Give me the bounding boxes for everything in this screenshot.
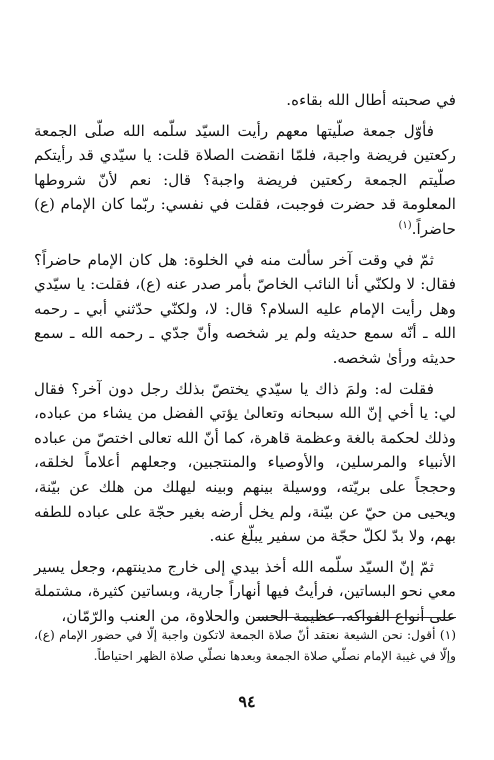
paragraph-imam-presence: ثمّ في وقت آخر سألت منه في الخلوة: هل كان الإمام حاضراً؟ فقال: لا ولكنّي أنا النائب الخاصّ بأمر صدر عنه (ع)، فقلت: يا سيّدي وهل رأيت الإمام عليه السلام؟ قال: لا، ولكنّي حدّثني أبي ـ رحمه الله ـ أنّه سمع حديثه ولم ير شخصه وأنّ جدّي ـ رحمه الله ـ سمع حديثه ورأىٰ شخصه. — [34, 250, 456, 367]
paragraph-gardens: ثمّ إنّ السيّد سلّمه الله أخذ بيدي إلى خارج مدينتهم، وجعل يسير معي نحو البساتين، فرأيتُ فيها أنهاراً جارية، وبساتين كثيرة، مشتملة على أنواع الفواكه، عظيمة الحسن والحلاوة، من العنب والرّمّان، — [34, 557, 456, 625]
footnote-separator — [256, 617, 456, 618]
main-text — [34, 88, 456, 628]
footnote-text: (١) أقول: نحن الشيعة نعتقد أنّ صلاة الجمعة لاتكون واجبة إلّا في حضور الإمام (ع)، وإلّا في غيبة الإمام نصلّي صلاة الجمعة وبعدها نصلّي صلاة الظهر احتياطاً. — [34, 628, 456, 663]
footnote — [34, 625, 456, 667]
paragraph-special-grace: فقلت له: ولمَ ذاك يا سيّدي يختصّ بذلك رجل دون آخر؟ فقال لي: يا أخي إنّ الله سبحانه وتعالىٰ يؤتي الفضل من يشاء من عباده، وذلك لحكمة بالغة وعظمة قاهرة، كما أنّ الله تعالى اختصّ من عباده الأنبياء والمرسلين، والأوصياء والمنتجبين، وجعلهم أعلاماً لخلقه، وحججاً على بريّته، ووسيلة بينهم وبينه ليهلك من هلك عن بيّنة، ويحيى من حيّ عن بيّنة، ولم يخل أرضه بغير حجّة على عباده للطفه بهم، ولا بدّ لكلّ حجّة من سفير يبلّغ عنه. — [34, 379, 456, 546]
paragraph-friday-prayer — [34, 119, 456, 242]
page-number: ٩٤ — [238, 692, 256, 711]
paragraph-friday-prayer-text: فأوّل جمعة صلّيتها معهم رأيت السيّد سلّمه الله صلّى الجمعة ركعتين فريضة واجبة، فلمّا انقضت الصلاة قلت: يا سيّدي قد رأيتكم صلّيتم الجمعة ركعتين فريضة واجبة؟ قال: نعم لأنّ شروطها المعلومة قد حضرت فوجبت، فقلت في نفسي: ربّما كان الإمام (ع) حاضراً. — [34, 121, 456, 238]
paragraph-opening-line: في صحبته أطال الله بقاءه. — [286, 91, 456, 109]
footnote-reference: (١) — [398, 219, 412, 231]
